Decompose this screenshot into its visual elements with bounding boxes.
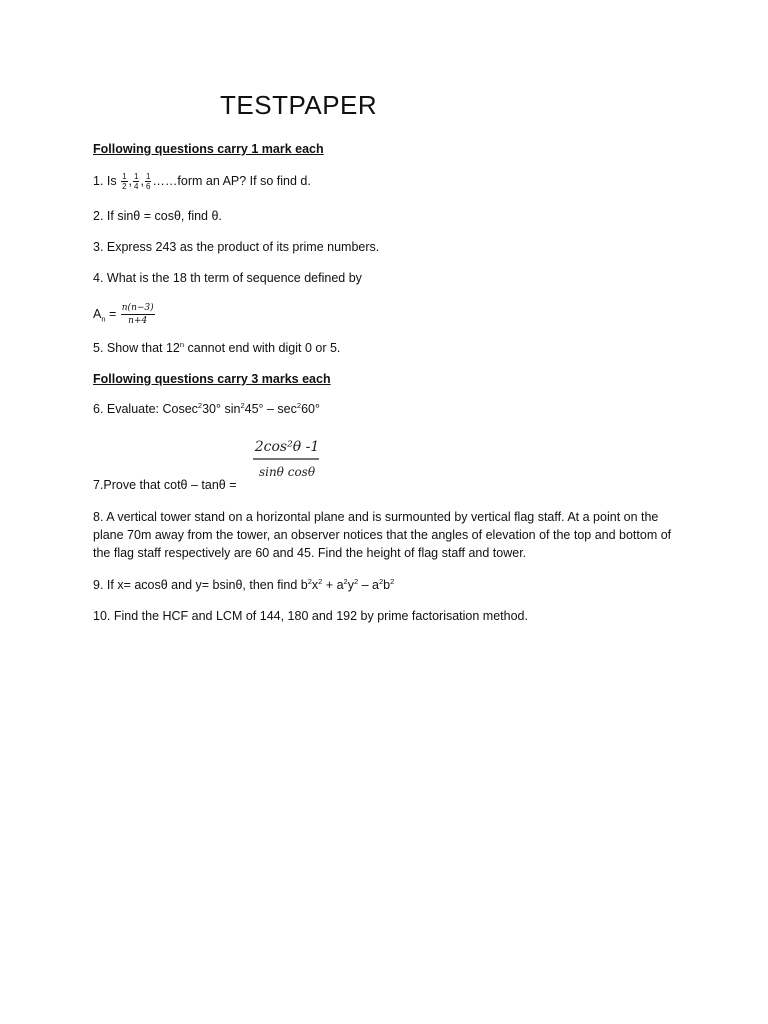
fraction-numerator: 1 bbox=[145, 172, 151, 182]
question-1 bbox=[93, 172, 311, 191]
fraction-denominator: 4 bbox=[134, 182, 139, 192]
superscript: 2 bbox=[318, 576, 323, 586]
section-heading-3-marks: Following questions carry 3 marks each bbox=[93, 372, 331, 386]
q1-suffix: ……form an AP? If so find d. bbox=[152, 174, 311, 188]
q5-text-end: cannot end with digit 0 or 5. bbox=[184, 341, 341, 355]
question-5 bbox=[93, 339, 340, 357]
question-6 bbox=[93, 400, 320, 418]
fraction-one-half bbox=[121, 172, 127, 191]
q6-text: 6. Evaluate: Cosec bbox=[93, 402, 198, 416]
question-2: 2. If sinθ = cosθ, find θ. bbox=[93, 209, 222, 223]
page-title: TESTPAPER bbox=[220, 90, 378, 120]
handwritten-numerator: 2cos²θ -1 bbox=[254, 439, 320, 455]
equals-sign: = bbox=[105, 306, 120, 321]
formula-fraction bbox=[121, 302, 155, 327]
q6-text: 30° sin bbox=[202, 402, 241, 416]
superscript: 2 bbox=[378, 576, 384, 586]
fraction-numerator: n(n−3) bbox=[121, 303, 154, 313]
fraction-denominator: 2 bbox=[122, 182, 127, 192]
q9-text: b bbox=[383, 578, 391, 592]
superscript: 2 bbox=[353, 576, 359, 586]
superscript: 2 bbox=[197, 400, 203, 410]
superscript: 2 bbox=[240, 400, 245, 410]
question-4-formula bbox=[93, 302, 156, 327]
section-heading-1-mark: Following questions carry 1 mark each bbox=[93, 142, 324, 156]
fraction-numerator: 1 bbox=[122, 172, 127, 182]
question-7: 7.Prove that cotθ – tanθ = bbox=[93, 478, 237, 492]
q9-text: + a bbox=[322, 578, 344, 592]
question-4: 4. What is the 18 th term of sequence defined by bbox=[93, 271, 362, 285]
q6-text: 60° bbox=[301, 402, 320, 416]
formula-lhs: A bbox=[93, 306, 102, 321]
fraction-denominator: n+4 bbox=[128, 316, 148, 326]
fraction-one-quarter bbox=[133, 172, 139, 191]
superscript: 2 bbox=[307, 576, 312, 586]
handwritten-fraction bbox=[249, 433, 325, 483]
q1-prefix: 1. Is bbox=[93, 174, 121, 188]
fraction-one-sixth bbox=[145, 172, 151, 191]
question-10: 10. Find the HCF and LCM of 144, 180 and 192 by prime factorisation method. bbox=[93, 609, 528, 623]
superscript: n bbox=[179, 339, 185, 349]
fraction-denominator: 6 bbox=[145, 182, 151, 192]
q9-text: x bbox=[311, 578, 319, 592]
q9-text: 9. If x= acosθ and y= bsinθ, then find b bbox=[93, 578, 308, 592]
fraction-numerator: 1 bbox=[134, 172, 139, 182]
superscript: 2 bbox=[390, 576, 395, 586]
question-8: 8. A vertical tower stand on a horizontal plane and is surmounted by vertical flag staff. At a point on the plane 70m away from the tower, an observer notices that the angles of elevation of the top and bottom of the flag staff respectively are 60 and 45. Find the height of flag staff and tower. bbox=[93, 510, 672, 560]
comma: , bbox=[128, 174, 133, 188]
superscript: 2 bbox=[296, 400, 302, 410]
comma: , bbox=[140, 174, 144, 188]
q9-text: – a bbox=[358, 578, 379, 592]
question-3: 3. Express 243 as the product of its prime numbers. bbox=[93, 240, 380, 254]
question-9 bbox=[93, 576, 394, 594]
q5-text: 5. Show that 12 bbox=[93, 341, 180, 355]
formula-lhs-subscript: n bbox=[101, 314, 106, 324]
q6-text: 45° – sec bbox=[244, 402, 297, 416]
q9-text: y bbox=[347, 578, 354, 592]
handwritten-denominator: sinθ cosθ bbox=[258, 465, 316, 479]
superscript: 2 bbox=[343, 576, 348, 586]
